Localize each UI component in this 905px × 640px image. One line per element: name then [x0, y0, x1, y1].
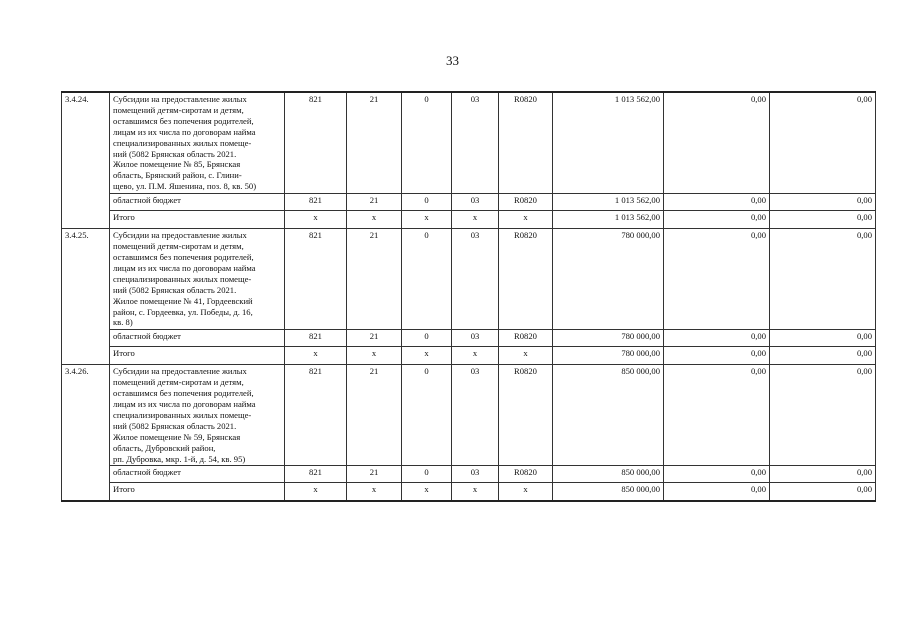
code-cell: x — [402, 211, 452, 229]
code-cell: R0820 — [499, 229, 553, 330]
amount-cell: 0,00 — [664, 330, 770, 347]
row-label: областной бюджет — [110, 330, 285, 347]
budget-table — [61, 91, 876, 502]
amount-cell: 0,00 — [770, 229, 876, 330]
code-cell: x — [347, 211, 402, 229]
table-row — [62, 229, 876, 330]
description-line: ний (5082 Брянская область 2021. — [113, 284, 237, 295]
description-line: щево, ул. П.М. Яшенина, поз. 8, кв. 50) — [113, 181, 257, 192]
row-label: областной бюджет — [110, 466, 285, 483]
item-description — [110, 365, 285, 466]
description-line: Субсидии на предоставление жилых — [113, 366, 247, 377]
description-line: помещений детям-сиротам и детям, — [113, 241, 244, 252]
table-row — [62, 92, 876, 194]
item-number: 3.4.25. — [62, 229, 110, 365]
code-cell: x — [452, 347, 499, 365]
code-cell: x — [285, 211, 347, 229]
item-description — [110, 229, 285, 330]
description-line: область, Брянский район, с. Глини- — [113, 170, 242, 181]
description-line: область, Дубровский район, — [113, 442, 216, 453]
code-cell: x — [452, 211, 499, 229]
code-cell: 0 — [402, 330, 452, 347]
description-line: район, с. Гордеевка, ул. Победы, д. 16, — [113, 306, 253, 317]
description-line: Субсидии на предоставление жилых — [113, 94, 247, 104]
code-cell: 21 — [347, 330, 402, 347]
code-cell: R0820 — [499, 466, 553, 483]
code-cell: x — [285, 483, 347, 502]
amount-cell: 780 000,00 — [553, 229, 664, 330]
amount-cell: 0,00 — [770, 194, 876, 211]
code-cell: R0820 — [499, 92, 553, 194]
amount-cell: 0,00 — [664, 229, 770, 330]
code-cell: 0 — [402, 194, 452, 211]
total-row — [62, 211, 876, 229]
description-line: специализированных жилых помеще- — [113, 137, 252, 148]
code-cell: 21 — [347, 365, 402, 466]
code-cell: 03 — [452, 92, 499, 194]
description-line: оставшимся без попечения родителей, — [113, 251, 254, 262]
code-cell: x — [347, 483, 402, 502]
page-number: 33 — [446, 53, 459, 68]
code-cell: 821 — [285, 92, 347, 194]
description-line: Жилое помещение № 41, Гордеевский — [113, 295, 253, 306]
budget-source-row — [62, 330, 876, 347]
code-cell: 03 — [452, 229, 499, 330]
description-line: оставшимся без попечения родителей, — [113, 388, 254, 399]
code-cell: 03 — [452, 365, 499, 466]
code-cell: x — [499, 347, 553, 365]
amount-cell: 0,00 — [664, 466, 770, 483]
code-cell: 21 — [347, 466, 402, 483]
item-number: 3.4.24. — [62, 92, 110, 229]
code-cell: x — [499, 211, 553, 229]
code-cell: 821 — [285, 330, 347, 347]
description-line: помещений детям-сиротам и детям, — [113, 104, 244, 115]
amount-cell: 780 000,00 — [553, 330, 664, 347]
budget-source-row — [62, 466, 876, 483]
description-line: рп. Дубровка, мкр. 1-й, д. 54, кв. 95) — [113, 453, 246, 464]
description-line: Жилое помещение № 59, Брянская — [113, 431, 241, 442]
code-cell: 0 — [402, 92, 452, 194]
row-label: Итого — [110, 347, 285, 365]
code-cell: R0820 — [499, 365, 553, 466]
code-cell: 21 — [347, 194, 402, 211]
amount-cell: 780 000,00 — [553, 347, 664, 365]
amount-cell: 850 000,00 — [553, 365, 664, 466]
description-line: помещений детям-сиротам и детям, — [113, 377, 244, 388]
description-line: оставшимся без попечения родителей, — [113, 115, 254, 126]
item-number: 3.4.26. — [62, 365, 110, 502]
code-cell: x — [499, 483, 553, 502]
amount-cell: 0,00 — [664, 347, 770, 365]
code-cell: 03 — [452, 194, 499, 211]
code-cell: 03 — [452, 466, 499, 483]
code-cell: 03 — [452, 330, 499, 347]
row-label: Итого — [110, 483, 285, 502]
amount-cell: 0,00 — [664, 194, 770, 211]
amount-cell: 0,00 — [770, 483, 876, 502]
total-row — [62, 347, 876, 365]
amount-cell: 0,00 — [770, 365, 876, 466]
code-cell: 821 — [285, 466, 347, 483]
description-line: ний (5082 Брянская область 2021. — [113, 148, 237, 159]
code-cell: 821 — [285, 194, 347, 211]
description-line: кв. 8) — [113, 317, 133, 328]
total-row — [62, 483, 876, 502]
item-description — [110, 92, 285, 194]
description-line: ний (5082 Брянская область 2021. — [113, 420, 237, 431]
code-cell: x — [452, 483, 499, 502]
amount-cell: 0,00 — [770, 92, 876, 194]
code-cell: x — [402, 347, 452, 365]
code-cell: 21 — [347, 229, 402, 330]
amount-cell: 1 013 562,00 — [553, 194, 664, 211]
code-cell: 0 — [402, 466, 452, 483]
code-cell: 821 — [285, 229, 347, 330]
description-line: лицам из их числа по договорам найма — [113, 126, 256, 137]
amount-cell: 850 000,00 — [553, 483, 664, 502]
row-label: областной бюджет — [110, 194, 285, 211]
amount-cell: 0,00 — [770, 466, 876, 483]
code-cell: R0820 — [499, 330, 553, 347]
description-line: Жилое помещение № 85, Брянская — [113, 159, 241, 170]
amount-cell: 0,00 — [664, 92, 770, 194]
description-line: лицам из их числа по договорам найма — [113, 262, 256, 273]
amount-cell: 850 000,00 — [553, 466, 664, 483]
code-cell: 0 — [402, 365, 452, 466]
description-line: Субсидии на предоставление жилых — [113, 230, 247, 241]
amount-cell: 0,00 — [770, 330, 876, 347]
description-line: специализированных жилых помеще- — [113, 409, 252, 420]
code-cell: 821 — [285, 365, 347, 466]
amount-cell: 1 013 562,00 — [553, 92, 664, 194]
amount-cell: 0,00 — [770, 347, 876, 365]
code-cell: 0 — [402, 229, 452, 330]
amount-cell: 0,00 — [664, 365, 770, 466]
code-cell: R0820 — [499, 194, 553, 211]
amount-cell: 0,00 — [664, 483, 770, 502]
description-line: специализированных жилых помеще- — [113, 273, 252, 284]
table-row — [62, 365, 876, 466]
amount-cell: 0,00 — [770, 211, 876, 229]
code-cell: 21 — [347, 92, 402, 194]
row-label: Итого — [110, 211, 285, 229]
code-cell: x — [347, 347, 402, 365]
amount-cell: 0,00 — [664, 211, 770, 229]
amount-cell: 1 013 562,00 — [553, 211, 664, 229]
budget-source-row — [62, 194, 876, 211]
code-cell: x — [402, 483, 452, 502]
code-cell: x — [285, 347, 347, 365]
description-line: лицам из их числа по договорам найма — [113, 399, 256, 410]
